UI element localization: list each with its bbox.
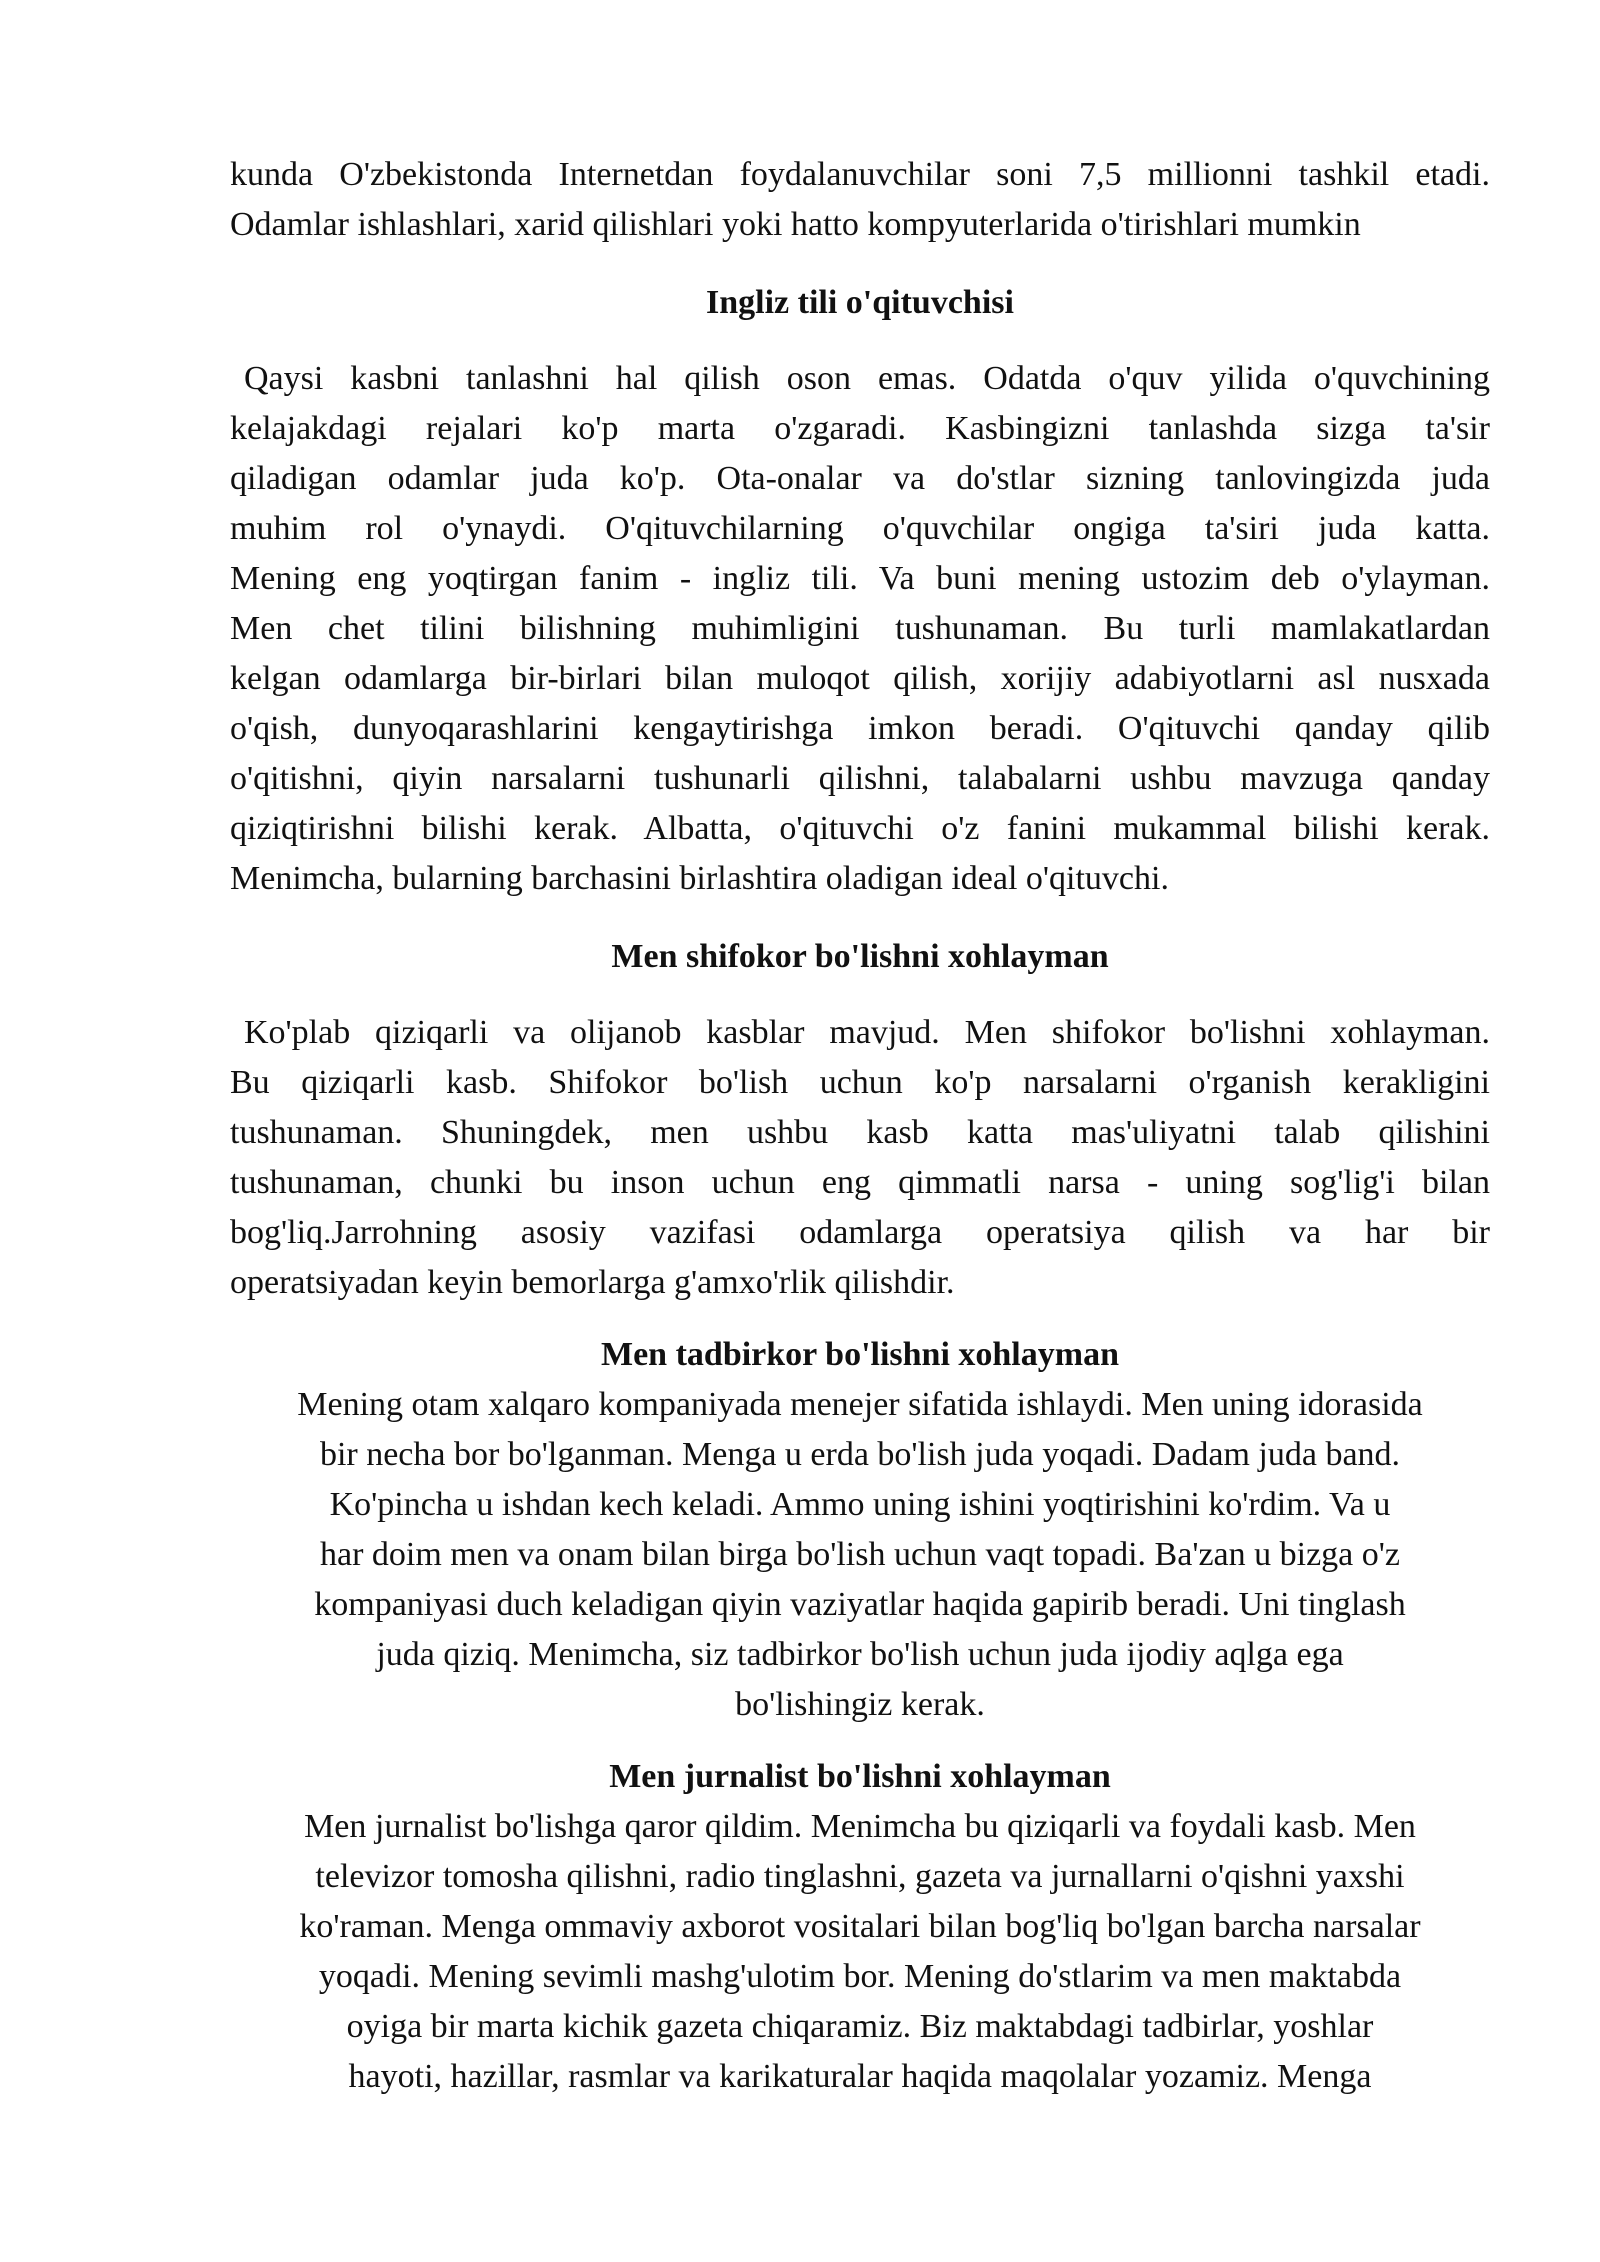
section-heading: Ingliz tili o'qituvchisi (706, 284, 1014, 321)
paragraph-line: o'qitishni, qiyin narsalarni tushunarli qilishni, talabalarni ushbu mavzuga qanday (230, 760, 1490, 797)
section-heading: Men tadbirkor bo'lishni xohlayman (601, 1336, 1119, 1373)
paragraph-line: bog'liq.Jarrohning asosiy vazifasi odamlarga operatsiya qilish va har bir (230, 1214, 1490, 1251)
paragraph-line: Menimcha, bularning barchasini birlashtira oladigan ideal o'qituvchi. (230, 860, 1169, 897)
paragraph-line: Mening otam xalqaro kompaniyada menejer sifatida ishlaydi. Men uning idorasida (297, 1386, 1423, 1423)
paragraph-line: Men chet tilini bilishning muhimligini tushunaman. Bu turli mamlakatlardan (230, 610, 1490, 647)
paragraph-line: bo'lishingiz kerak. (735, 1686, 985, 1723)
paragraph-line: tushunaman, chunki bu inson uchun eng qimmatli narsa - uning sog'lig'i bilan (230, 1164, 1490, 1201)
section-doctor (230, 932, 1490, 1308)
paragraph-line: tushunaman. Shuningdek, men ushbu kasb katta mas'uliyatni talab qilishini (230, 1114, 1490, 1151)
paragraph-line: televizor tomosha qilishni, radio tinglashni, gazeta va jurnallarni o'qishni yaxshi (315, 1858, 1405, 1895)
paragraph-line: har doim men va onam bilan birga bo'lish uchun vaqt topadi. Ba'zan u bizga o'z (320, 1536, 1400, 1573)
paragraph-line: qiladigan odamlar juda ko'p. Ota-onalar va do'stlar sizning tanlovingizda juda (230, 460, 1490, 497)
paragraph-line: oyiga bir marta kichik gazeta chiqaramiz. Biz maktabdagi tadbirlar, yoshlar (346, 2008, 1374, 2045)
paragraph-line: Ko'plab qiziqarli va olijanob kasblar mavjud. Men shifokor bo'lishni xohlayman. (244, 1014, 1490, 1051)
paragraph-line: Odamlar ishlashlari, xarid qilishlari yoki hatto kompyuterlarida o'tirishlari mumkin (230, 206, 1361, 243)
section-heading: Men jurnalist bo'lishni xohlayman (609, 1758, 1111, 1795)
paragraph-line: qiziqtirishni bilishi kerak. Albatta, o'qituvchi o'z fanini mukammal bilishi kerak. (230, 810, 1490, 847)
paragraph-line: Mening eng yoqtirgan fanim - ingliz tili. Va buni mening ustozim deb o'ylayman. (230, 560, 1490, 597)
paragraph-line: kompaniyasi duch keladigan qiyin vaziyatlar haqida gapirib beradi. Uni tinglash (314, 1586, 1406, 1623)
section-paragraph (230, 1008, 1490, 1308)
paragraph-line: yoqadi. Mening sevimli mashg'ulotim bor. Mening do'stlarim va men maktabda (318, 1958, 1402, 1995)
paragraph-line: o'qish, dunyoqarashlarini kengaytirishga imkon beradi. O'qituvchi qanday qilib (230, 710, 1490, 747)
paragraph-line: hayoti, hazillar, rasmlar va karikaturalar haqida maqolalar yozamiz. Menga (348, 2058, 1372, 2095)
paragraph-line: bir necha bor bo'lganman. Menga u erda bo'lish juda yoqadi. Dadam juda band. (319, 1436, 1401, 1473)
paragraph-line: operatsiyadan keyin bemorlarga g'amxo'rlik qilishdir. (230, 1264, 955, 1301)
paragraph-line: juda qiziq. Menimcha, siz tadbirkor bo'lish uchun juda ijodiy aqlga ega (376, 1636, 1344, 1673)
paragraph-line: Qaysi kasbni tanlashni hal qilish oson emas. Odatda o'quv yilida o'quvchining (244, 360, 1490, 397)
section-paragraph (230, 1802, 1490, 2102)
section-english-teacher (230, 278, 1490, 904)
paragraph-line: Ko'pincha u ishdan kech keladi. Ammo uning ishini yoqtirishini ko'rdim. Va u (329, 1486, 1391, 1523)
paragraph-line: kunda O'zbekistonda Internetdan foydalanuvchilar soni 7,5 millionni tashkil etadi. (230, 156, 1490, 193)
section-entrepreneur (230, 1330, 1490, 1730)
paragraph-line: muhim rol o'ynaydi. O'qituvchilarning o'quvchilar ongiga ta'siri juda katta. (230, 510, 1490, 547)
paragraph-line: kelajakdagi rejalari ko'p marta o'zgaradi. Kasbingizni tanlashda sizga ta'sir (230, 410, 1490, 447)
section-paragraph (230, 354, 1490, 904)
intro-paragraph (230, 150, 1490, 250)
section-journalist (230, 1752, 1490, 2102)
paragraph-line: Men jurnalist bo'lishga qaror qildim. Menimcha bu qiziqarli va foydali kasb. Men (304, 1808, 1416, 1845)
section-heading: Men shifokor bo'lishni xohlayman (611, 938, 1109, 975)
paragraph-line: ko'raman. Menga ommaviy axborot vositalari bilan bog'liq bo'lgan barcha narsalar (299, 1908, 1421, 1945)
document-page (230, 150, 1490, 2102)
paragraph-line: kelgan odamlarga bir-birlari bilan muloqot qilish, xorijiy adabiyotlarni asl nusxada (230, 660, 1490, 697)
paragraph-line: Bu qiziqarli kasb. Shifokor bo'lish uchun ko'p narsalarni o'rganish kerakligini (230, 1064, 1490, 1101)
section-paragraph (230, 1380, 1490, 1730)
